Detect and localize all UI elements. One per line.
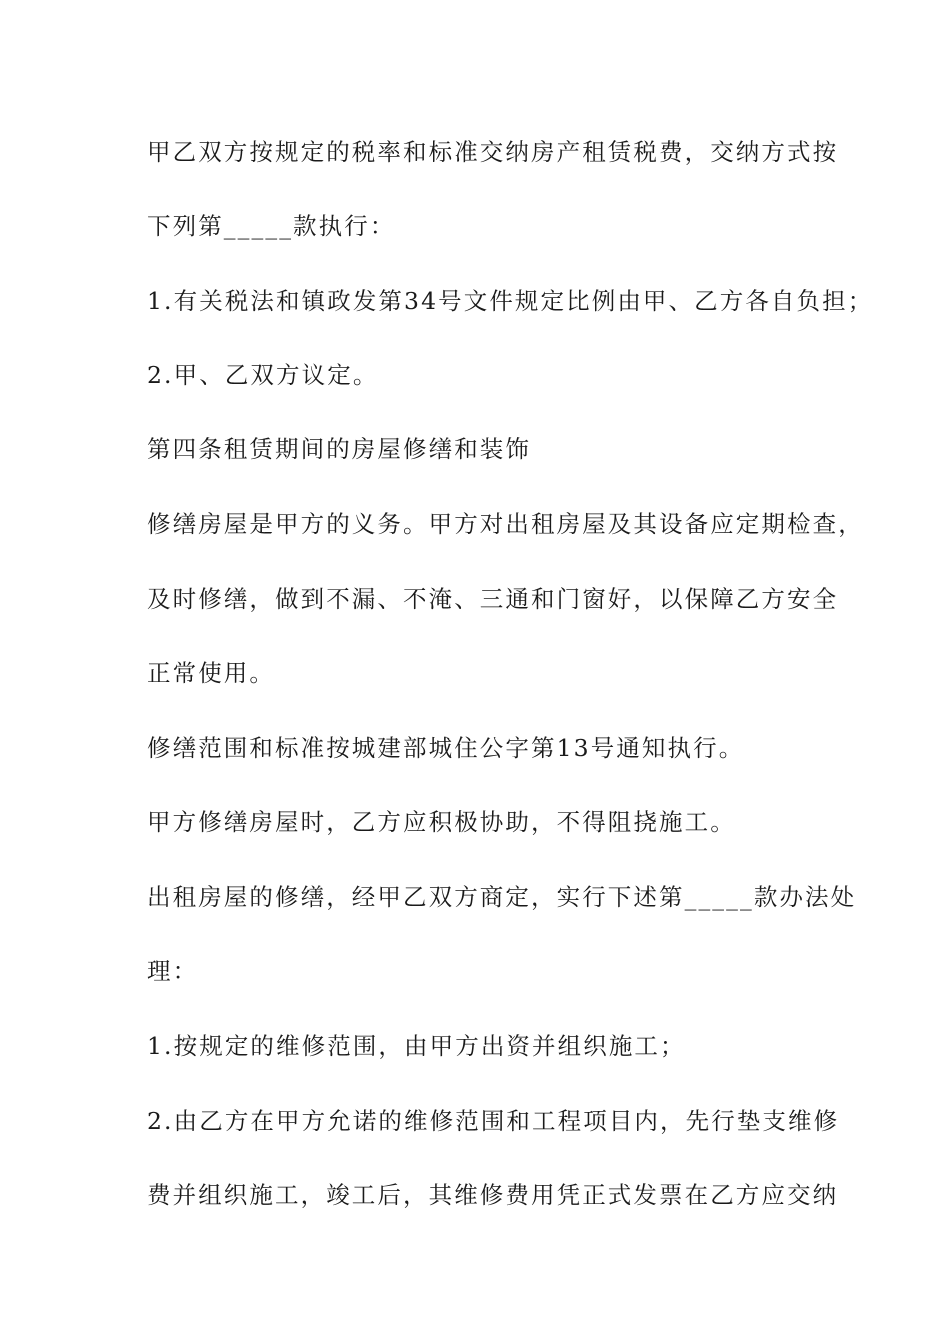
paragraph-line-1: 甲乙双方按规定的税率和标准交纳房产租赁税费，交纳方式按 [147, 138, 839, 166]
paragraph-line-15: 费并组织施工，竣工后，其维修费用凭正式发票在乙方应交纳 [147, 1181, 839, 1209]
paragraph-line-9: 修缮范围和标准按城建部城住公字第13号通知执行。 [147, 734, 745, 762]
paragraph-line-11: 出租房屋的修缮，经甲乙双方商定，实行下述第_____款办法处 [147, 883, 857, 911]
paragraph-line-12: 理： [147, 957, 199, 985]
repair-option-2: 2.由乙方在甲方允诺的维修范围和工程项目内，先行垫支维修 [147, 1107, 840, 1135]
repair-option-1: 1.按规定的维修范围，由甲方出资并组织施工； [147, 1032, 686, 1060]
paragraph-line-6: 修缮房屋是甲方的义务。甲方对出租房屋及其设备应定期检查， [147, 510, 864, 538]
paragraph-line-10: 甲方修缮房屋时，乙方应积极协助，不得阻挠施工。 [147, 808, 736, 836]
paragraph-line-8: 正常使用。 [147, 659, 275, 687]
clause-item-2: 2.甲、乙双方议定。 [147, 361, 379, 389]
section-heading: 第四条租赁期间的房屋修缮和装饰 [147, 435, 531, 463]
clause-item-1: 1.有关税法和镇政发第34号文件规定比例由甲、乙方各自负担； [147, 287, 874, 315]
paragraph-line-7: 及时修缮，做到不漏、不淹、三通和门窗好，以保障乙方安全 [147, 585, 839, 613]
paragraph-line-2: 下列第_____款执行： [147, 212, 396, 240]
